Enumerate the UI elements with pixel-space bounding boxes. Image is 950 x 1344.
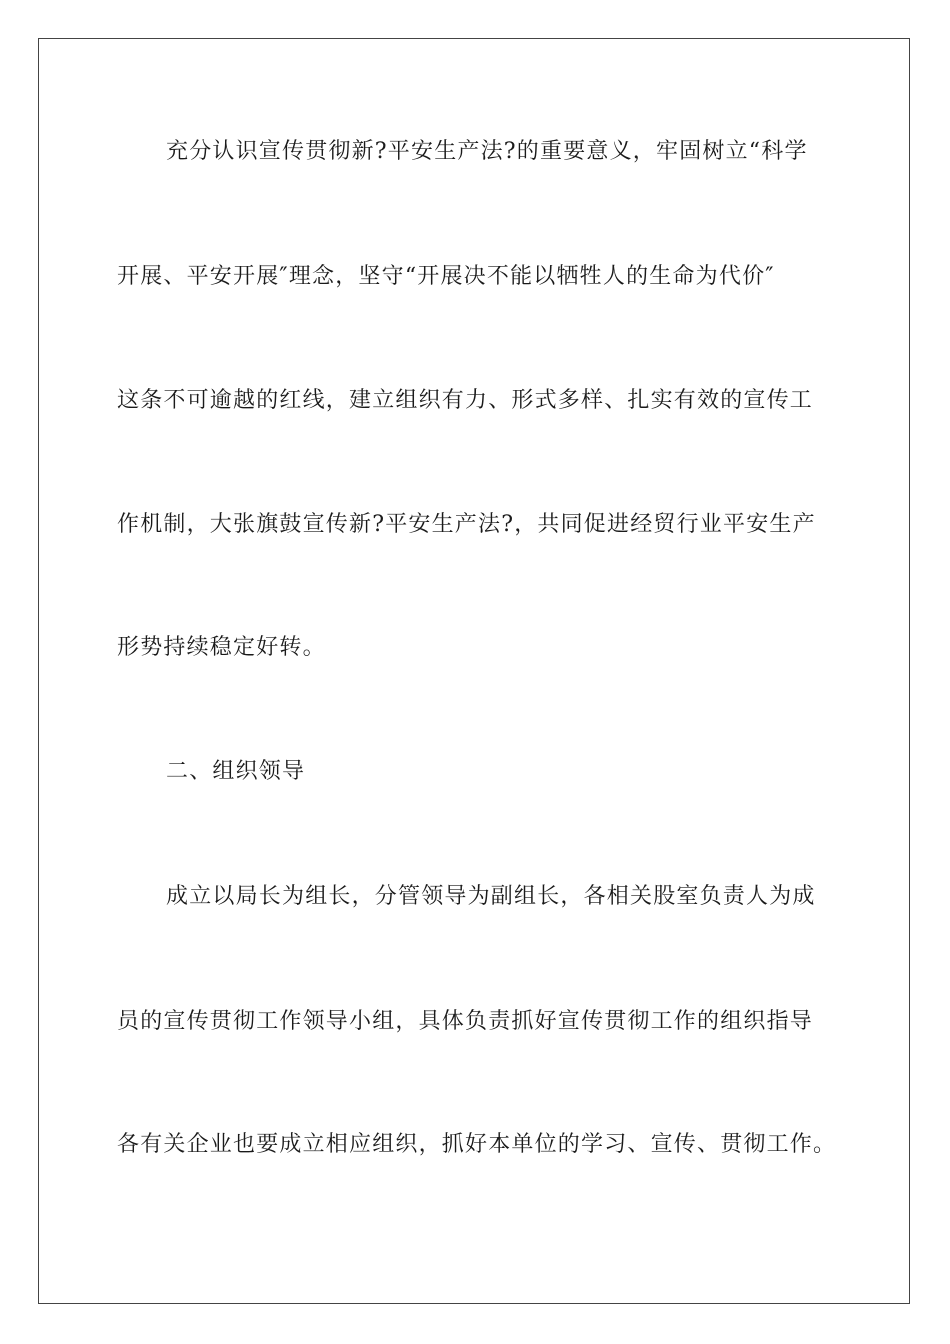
- paragraph-2-line-1: 成立以局长为组长，分管领导为副组长，各相关股室负责人为成: [166, 884, 816, 909]
- section-heading: 二、组织领导: [166, 759, 306, 784]
- paragraph-2-line-2: 员的宣传贯彻工作领导小组，具体负责抓好宣传贯彻工作的组织指导: [117, 1009, 814, 1034]
- paragraph-1-line-4: 作机制，大张旗鼓宣传新?平安生产法?，共同促进经贸行业平安生产: [117, 512, 816, 537]
- page-frame: [38, 38, 910, 1304]
- paragraph-3-line-1: 各有关企业也要成立相应组织，抓好本单位的学习、宣传、贯彻工作。: [117, 1132, 837, 1157]
- paragraph-1-line-2: 开展、平安开展″理念，坚守“开展决不能以牺牲人的生命为代价″: [117, 264, 775, 289]
- paragraph-1-line-3: 这条不可逾越的红线，建立组织有力、形式多样、扎实有效的宣传工: [117, 388, 814, 413]
- paragraph-1-line-1: 充分认识宣传贯彻新?平安生产法?的重要意义，牢固树立“科学: [166, 139, 808, 164]
- paragraph-1-line-5: 形势持续稳定好转。: [117, 635, 326, 660]
